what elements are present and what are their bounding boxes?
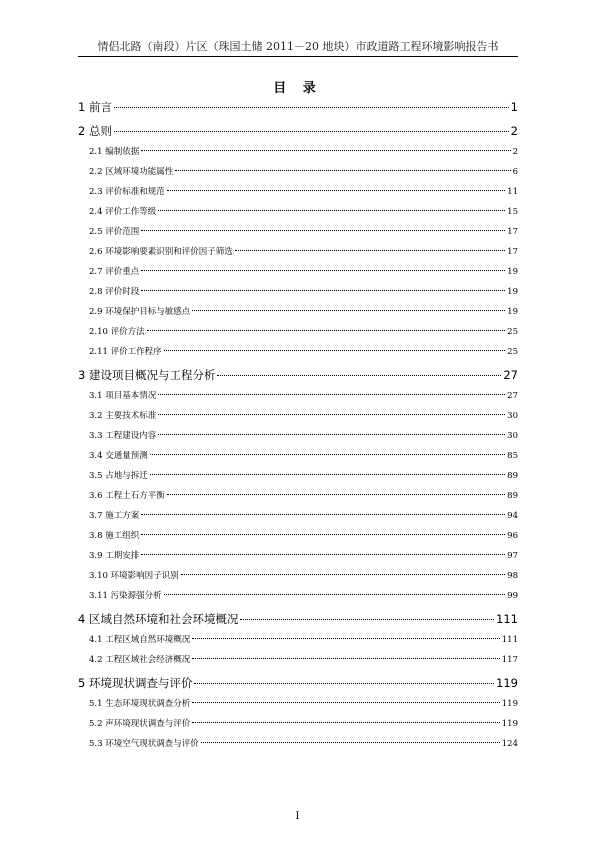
toc-entry-label: 2.10 评价方法 bbox=[89, 327, 145, 337]
toc-section-entry[interactable] bbox=[78, 222, 518, 242]
toc-dot-leader bbox=[194, 682, 494, 684]
toc-dot-leader bbox=[167, 493, 505, 495]
toc-dot-leader bbox=[164, 349, 506, 351]
toc-entry-label: 3.11 污染源强分析 bbox=[89, 591, 162, 601]
toc-entry-page: 97 bbox=[507, 551, 518, 561]
toc-section-entry[interactable] bbox=[78, 262, 518, 282]
toc-chapter-entry[interactable] bbox=[78, 365, 518, 386]
toc-entry-label: 5.2 声环境现状调查与评价 bbox=[89, 719, 191, 729]
toc-entry-page: 119 bbox=[501, 719, 518, 729]
toc-entry-page: 111 bbox=[501, 635, 518, 645]
toc-entry-label: 3.2 主要技术标准 bbox=[89, 411, 157, 421]
toc-section-entry[interactable] bbox=[78, 446, 518, 466]
toc-entry-label: 3.7 施工方案 bbox=[89, 511, 140, 521]
toc-section-entry[interactable] bbox=[78, 506, 518, 526]
toc-dot-leader bbox=[114, 106, 509, 108]
toc-entry-label: 2.4 评价工作等级 bbox=[89, 207, 157, 217]
toc-chapter-entry[interactable] bbox=[78, 609, 518, 630]
toc-entry-label: 3.5 占地与拆迁 bbox=[89, 471, 148, 481]
toc-section-entry[interactable] bbox=[78, 322, 518, 342]
toc-dot-leader bbox=[158, 433, 505, 435]
toc-section-entry[interactable] bbox=[78, 486, 518, 506]
toc-chapter-entry[interactable] bbox=[78, 673, 518, 694]
toc-entry-label: 3.1 项目基本情况 bbox=[89, 391, 157, 401]
toc-section-entry[interactable] bbox=[78, 466, 518, 486]
toc-entry-page: 30 bbox=[507, 411, 518, 421]
toc-section-entry[interactable] bbox=[78, 650, 518, 670]
running-header: 情侣北路（南段）片区（珠国土储 2011－20 地块）市政道路工程环境影响报告书 bbox=[97, 40, 499, 53]
toc-entry-label: 4 区域自然环境和社会环境概况 bbox=[78, 612, 239, 626]
toc-entry-label: 4.2 工程区域社会经济概况 bbox=[89, 655, 191, 665]
toc-dot-leader bbox=[147, 329, 506, 331]
toc-dot-leader bbox=[164, 593, 506, 595]
toc-entry-page: 25 bbox=[507, 347, 518, 357]
toc-entry-page: 25 bbox=[507, 327, 518, 337]
toc-section-entry[interactable] bbox=[78, 426, 518, 446]
toc-section-entry[interactable] bbox=[78, 714, 518, 734]
toc-chapter-entry[interactable] bbox=[78, 97, 518, 118]
toc-entry-page: 98 bbox=[507, 571, 518, 581]
toc-entry-label: 2.3 评价标准和规范 bbox=[89, 187, 165, 197]
toc-section-entry[interactable] bbox=[78, 586, 518, 606]
toc-entry-label: 1 前言 bbox=[78, 100, 112, 114]
toc-dot-leader bbox=[201, 741, 500, 743]
toc-dot-leader bbox=[175, 169, 510, 171]
toc-chapter-entry[interactable] bbox=[78, 121, 518, 142]
toc-section-entry[interactable] bbox=[78, 342, 518, 362]
toc-section-entry[interactable] bbox=[78, 566, 518, 586]
toc-section-entry[interactable] bbox=[78, 242, 518, 262]
toc-dot-leader bbox=[240, 618, 494, 620]
toc-entry-page: 19 bbox=[507, 287, 518, 297]
toc-entry-page: 17 bbox=[507, 247, 518, 257]
toc-entry-label: 2.1 编制依据 bbox=[89, 147, 140, 157]
toc-entry-label: 2.11 评价工作程序 bbox=[89, 347, 162, 357]
toc-dot-leader bbox=[217, 374, 501, 376]
toc-dot-leader bbox=[192, 701, 500, 703]
toc-entry-label: 4.1 工程区域自然环境概况 bbox=[89, 635, 191, 645]
toc-dot-leader bbox=[141, 533, 505, 535]
toc-entry-page: 117 bbox=[501, 655, 518, 665]
toc-section-entry[interactable] bbox=[78, 526, 518, 546]
toc-entry-label: 3 建设项目概况与工程分析 bbox=[78, 368, 216, 382]
toc-entry-page: 2 bbox=[510, 124, 518, 138]
toc-entry-label: 2.5 评价范围 bbox=[89, 227, 140, 237]
toc-entry-label: 3.8 施工组织 bbox=[89, 531, 140, 541]
toc-entry-page: 17 bbox=[507, 227, 518, 237]
toc-dot-leader bbox=[158, 209, 505, 211]
toc-entry-page: 27 bbox=[507, 391, 518, 401]
toc-section-entry[interactable] bbox=[78, 182, 518, 202]
toc-entry-label: 2.6 环境影响要素识别和评价因子筛选 bbox=[89, 247, 233, 257]
toc-entry-page: 89 bbox=[507, 491, 518, 501]
toc-entry-page: 85 bbox=[507, 451, 518, 461]
toc-dot-leader bbox=[192, 309, 505, 311]
toc-entry-label: 3.9 工期安排 bbox=[89, 551, 140, 561]
toc-entry-page: 96 bbox=[507, 531, 518, 541]
toc-entry-page: 19 bbox=[507, 267, 518, 277]
toc-entry-label: 2.9 环境保护目标与敏感点 bbox=[89, 307, 191, 317]
toc-entry-label: 2.7 评价重点 bbox=[89, 267, 140, 277]
toc-entry-label: 3.3 工程建设内容 bbox=[89, 431, 157, 441]
toc-entry-label: 2.8 评价时段 bbox=[89, 287, 140, 297]
toc-entry-label: 2 总则 bbox=[78, 124, 112, 138]
toc-dot-leader bbox=[141, 289, 505, 291]
toc-section-entry[interactable] bbox=[78, 302, 518, 322]
toc-dot-leader bbox=[114, 130, 509, 132]
toc-section-entry[interactable] bbox=[78, 630, 518, 650]
table-of-contents bbox=[78, 97, 518, 754]
toc-dot-leader bbox=[141, 553, 505, 555]
toc-entry-label: 3.10 环境影响因子识别 bbox=[89, 571, 179, 581]
toc-entry-page: 27 bbox=[503, 368, 518, 382]
toc-section-entry[interactable] bbox=[78, 142, 518, 162]
toc-entry-page: 94 bbox=[507, 511, 518, 521]
toc-entry-label: 2.2 区域环境功能属性 bbox=[89, 167, 174, 177]
toc-dot-leader bbox=[192, 721, 500, 723]
toc-dot-leader bbox=[158, 393, 505, 395]
toc-entry-page: 99 bbox=[507, 591, 518, 601]
toc-entry-label: 3.6 工程土石方平衡 bbox=[89, 491, 165, 501]
toc-dot-leader bbox=[141, 149, 510, 151]
toc-entry-label: 5 环境现状调查与评价 bbox=[78, 676, 193, 690]
toc-dot-leader bbox=[192, 637, 500, 639]
toc-entry-page: 111 bbox=[496, 612, 518, 626]
toc-dot-leader bbox=[150, 473, 505, 475]
toc-entry-page: 124 bbox=[501, 739, 518, 749]
toc-entry-page: 30 bbox=[507, 431, 518, 441]
toc-entry-page: 2 bbox=[512, 147, 518, 157]
toc-section-entry[interactable] bbox=[78, 162, 518, 182]
toc-entry-page: 1 bbox=[510, 100, 518, 114]
toc-dot-leader bbox=[192, 657, 500, 659]
header-rule bbox=[78, 56, 518, 57]
toc-dot-leader bbox=[141, 229, 505, 231]
toc-dot-leader bbox=[141, 513, 505, 515]
toc-section-entry[interactable] bbox=[78, 406, 518, 426]
toc-entry-page: 89 bbox=[507, 471, 518, 481]
page-number: I bbox=[295, 811, 300, 822]
toc-entry-label: 5.3 环境空气现状调查与评价 bbox=[89, 739, 199, 749]
toc-section-entry[interactable] bbox=[78, 282, 518, 302]
toc-section-entry[interactable] bbox=[78, 202, 518, 222]
toc-entry-label: 3.4 交通量预测 bbox=[89, 451, 148, 461]
toc-section-entry[interactable] bbox=[78, 734, 518, 754]
toc-title: 目 录 bbox=[273, 81, 322, 96]
toc-entry-label: 5.1 生态环境现状调查分析 bbox=[89, 699, 191, 709]
toc-dot-leader bbox=[158, 413, 505, 415]
toc-dot-leader bbox=[181, 573, 506, 575]
toc-entry-page: 119 bbox=[496, 676, 518, 690]
toc-entry-page: 6 bbox=[512, 167, 518, 177]
toc-entry-page: 19 bbox=[507, 307, 518, 317]
toc-entry-page: 119 bbox=[501, 699, 518, 709]
toc-entry-page: 11 bbox=[507, 187, 518, 197]
toc-dot-leader bbox=[235, 249, 505, 251]
toc-section-entry[interactable] bbox=[78, 546, 518, 566]
toc-dot-leader bbox=[150, 453, 505, 455]
toc-dot-leader bbox=[141, 269, 505, 271]
toc-entry-page: 15 bbox=[507, 207, 518, 217]
toc-dot-leader bbox=[167, 189, 505, 191]
toc-section-entry[interactable] bbox=[78, 386, 518, 406]
toc-section-entry[interactable] bbox=[78, 694, 518, 714]
